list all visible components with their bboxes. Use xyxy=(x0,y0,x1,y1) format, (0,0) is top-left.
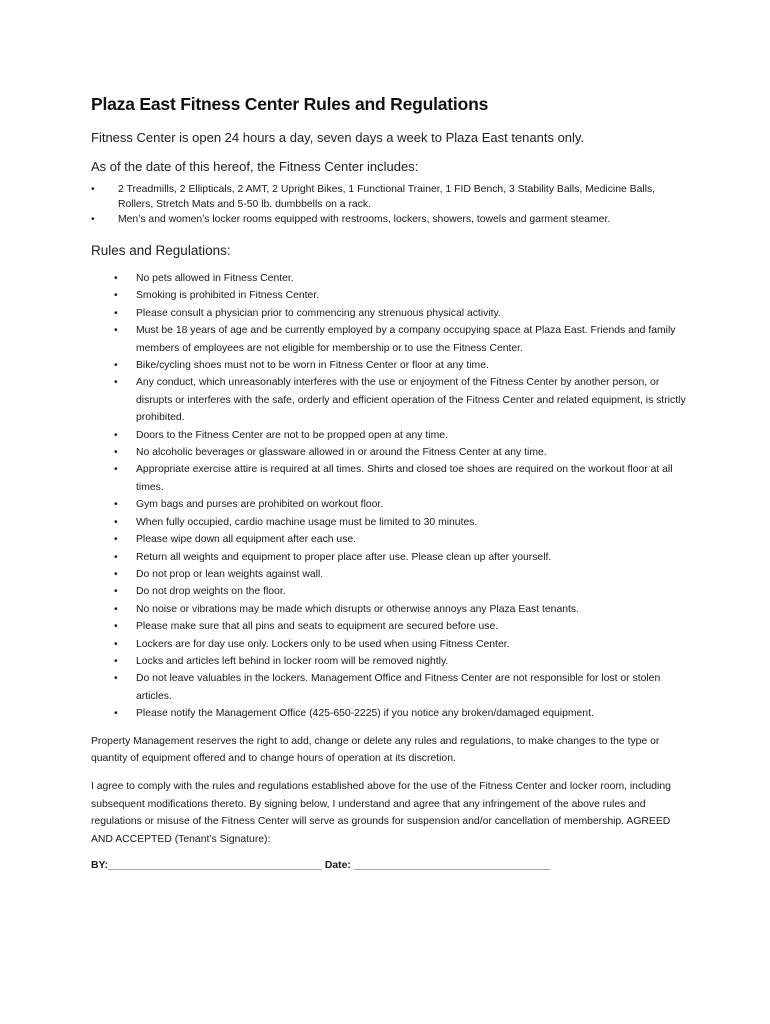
bullet-icon: • xyxy=(114,447,118,459)
bullet-icon: • xyxy=(114,464,118,476)
rule-text: Please wipe down all equipment after each use. xyxy=(136,534,357,546)
list-item xyxy=(91,444,691,461)
rule-text: No noise or vibrations may be made which disrupts or otherwise annoys any Plaza East tenants. xyxy=(136,603,579,615)
rule-text: Gym bags and purses are prohibited on workout floor. xyxy=(136,499,384,511)
rule-text: Smoking is prohibited in Fitness Center. xyxy=(136,290,320,302)
equipment-item-text: 2 Treadmills, 2 Ellipticals, 2 AMT, 2 Upright Bikes, 1 Functional Trainer, 1 FID Bench, 3 Stability Balls, Medicine Balls, Rollers, Stretch Mats and 5-50 lb. dumbbells on a rack. xyxy=(118,184,656,210)
bullet-icon: • xyxy=(114,708,118,720)
list-item xyxy=(91,705,691,722)
list-item xyxy=(91,322,691,357)
list-item xyxy=(91,270,691,287)
signature-line[interactable]: BY:_____________________________________ Date: __________________________________ xyxy=(91,860,551,871)
list-item xyxy=(91,566,691,583)
bullet-icon: • xyxy=(91,184,95,195)
rule-text: Bike/cycling shoes must not to be worn in Fitness Center or floor at any time. xyxy=(136,360,489,372)
list-item xyxy=(91,374,691,426)
bullet-icon: • xyxy=(114,307,118,319)
rule-text: Appropriate exercise attire is required at all times. Shirts and closed toe shoes are required on the workout floor at all times. xyxy=(136,464,673,493)
equipment-list xyxy=(91,182,691,227)
rule-text: Do not drop weights on the floor. xyxy=(136,586,286,598)
rule-text: Please make sure that all pins and seats to equipment are secured before use. xyxy=(136,621,499,633)
list-item xyxy=(91,549,691,566)
rule-text: Doors to the Fitness Center are not to be propped open at any time. xyxy=(136,429,448,441)
rule-text: Please consult a physician prior to commencing any strenuous physical activity. xyxy=(136,307,501,319)
rule-text: Please notify the Management Office (425-650-2225) if you notice any broken/damaged equipment. xyxy=(136,708,594,720)
rule-text: Any conduct, which unreasonably interferes with the use or enjoyment of the Fitness Center by another person, or disrupts or interferes with the safe, orderly and efficient operation of the Fitness Center and related equipment, is strictly prohibited. xyxy=(136,377,686,424)
rule-text: Lockers are for day use only. Lockers only to be used when using Fitness Center. xyxy=(136,638,510,650)
agreement-paragraph: I agree to comply with the rules and regulations established above for the use of the Fitness Center and locker room, including subsequent modifications thereto. By signing below, I understand and agree that any infringement of the above rules and regulations or misuse of the Fitness Center will serve as grounds for suspension and/or cancellation of membership. AGREED AND ACCEPTED (Tenant’s Signature): xyxy=(91,781,671,845)
list-item xyxy=(91,601,691,618)
list-item xyxy=(91,305,691,322)
rule-text: Do not leave valuables in the lockers. Management Office and Fitness Center are not responsible for lost or stolen articles. xyxy=(136,673,661,702)
list-item xyxy=(91,531,691,548)
list-item xyxy=(91,287,691,304)
open-hours-text: Fitness Center is open 24 hours a day, seven days a week to Plaza East tenants only. xyxy=(91,130,585,145)
bullet-icon: • xyxy=(114,273,118,284)
rule-text: Return all weights and equipment to proper place after use. Please clean up after yourself. xyxy=(136,551,552,563)
bullet-icon: • xyxy=(114,603,118,615)
bullet-icon: • xyxy=(114,568,118,580)
document-title: Plaza East Fitness Center Rules and Regulations xyxy=(91,94,489,114)
list-item xyxy=(91,496,691,513)
bullet-icon: • xyxy=(114,377,118,389)
list-item xyxy=(91,618,691,635)
bullet-icon: • xyxy=(114,325,118,337)
bullet-icon: • xyxy=(114,621,118,633)
bullet-icon: • xyxy=(114,534,118,546)
list-item xyxy=(91,583,691,600)
bullet-icon: • xyxy=(114,360,118,372)
bullet-icon: • xyxy=(114,551,118,563)
rule-text: Must be 18 years of age and be currently employed by a company occupying space at Plaza East. Friends and family members of employees are not eligible for membership or to use the Fitness Center. xyxy=(136,325,676,354)
list-item xyxy=(91,212,691,227)
rule-text: When fully occupied, cardio machine usage must be limited to 30 minutes. xyxy=(136,516,478,528)
bullet-icon: • xyxy=(114,429,118,441)
bullet-icon: • xyxy=(114,655,118,667)
bullet-icon: • xyxy=(114,586,118,598)
equipment-item-text: Men’s and women’s locker rooms equipped with restrooms, lockers, showers, towels and garment steamer. xyxy=(118,214,611,225)
list-item xyxy=(91,670,691,705)
list-item xyxy=(91,427,691,444)
list-item xyxy=(91,514,691,531)
bullet-icon: • xyxy=(114,638,118,650)
document-body xyxy=(91,94,691,871)
rule-text: No pets allowed in Fitness Center. xyxy=(136,273,294,284)
reservation-paragraph: Property Management reserves the right to add, change or delete any rules and regulations, to make changes to the type or quantity of equipment offered and to change hours of operation at its discretion. xyxy=(91,735,660,764)
bullet-icon: • xyxy=(91,214,95,225)
bullet-icon: • xyxy=(114,290,118,302)
bullet-icon: • xyxy=(114,516,118,528)
rule-text: Locks and articles left behind in locker room will be removed nightly. xyxy=(136,655,449,667)
list-item xyxy=(91,636,691,653)
rule-text: Do not prop or lean weights against wall. xyxy=(136,568,324,580)
list-item xyxy=(91,182,691,212)
bullet-icon: • xyxy=(114,499,118,511)
list-item xyxy=(91,461,691,496)
rule-text: No alcoholic beverages or glassware allowed in or around the Fitness Center at any time. xyxy=(136,447,547,459)
list-item xyxy=(91,357,691,374)
rules-list xyxy=(91,270,691,723)
bullet-icon: • xyxy=(114,673,118,685)
list-item xyxy=(91,653,691,670)
includes-intro: As of the date of this hereof, the Fitness Center includes: xyxy=(91,159,419,174)
rules-heading: Rules and Regulations: xyxy=(91,243,231,258)
